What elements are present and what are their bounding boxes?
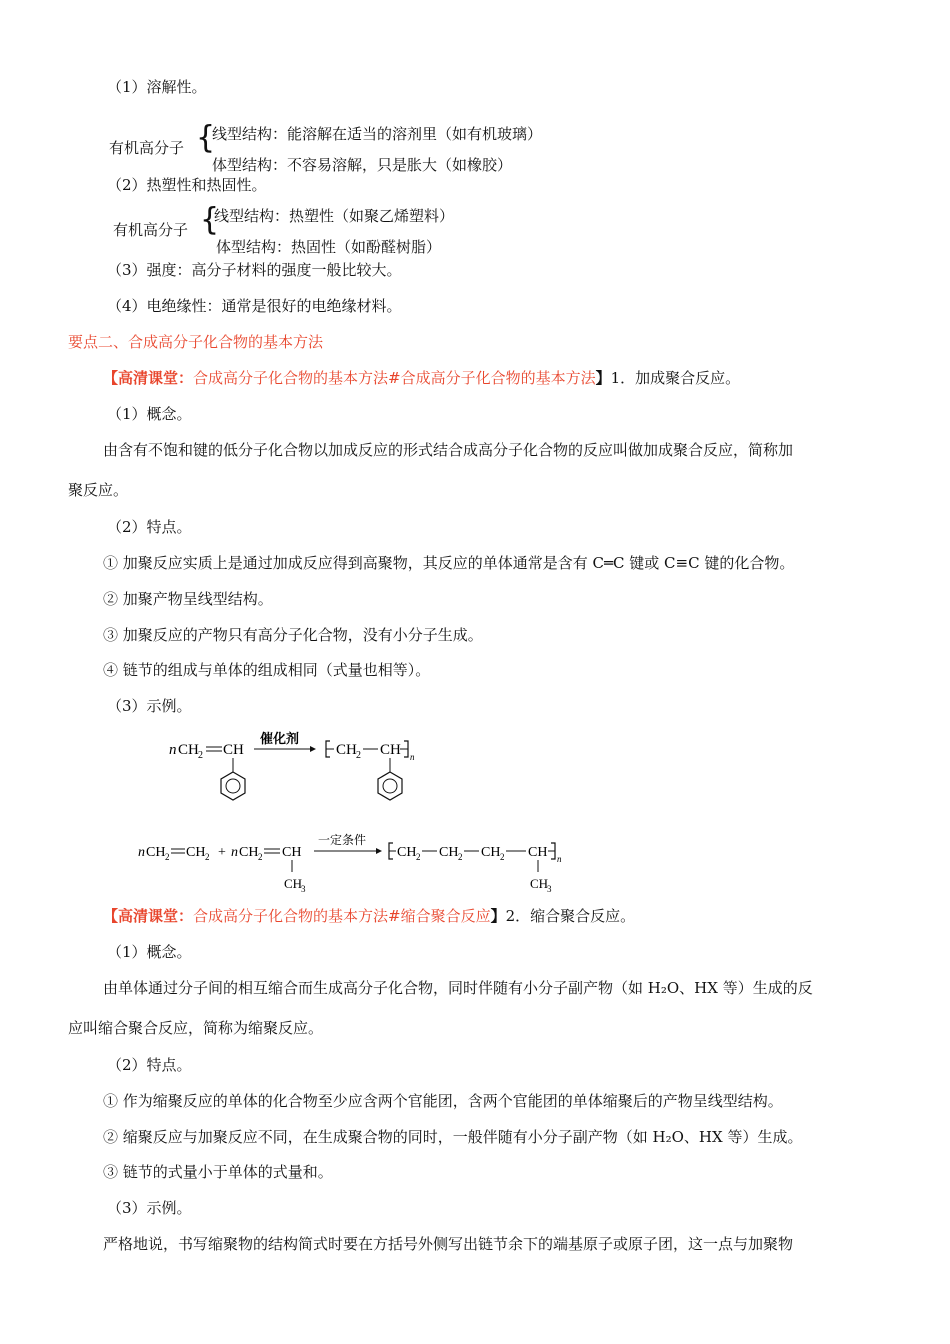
hd-label: 高清课堂： <box>118 369 194 387</box>
catalyst-label: 催化剂 <box>260 731 300 746</box>
chain-ch2: CH <box>397 845 417 860</box>
bracket-open: 【 <box>103 907 119 925</box>
feature-heading: （2）特点。 <box>107 518 192 536</box>
coef-n: n <box>169 742 177 758</box>
paragraph-line: 由含有不饱和键的低分子化合物以加成反应的形式结合成高分子化合物的反应叫做加成聚合反应，简称加 <box>103 441 794 459</box>
coef-n: n <box>231 845 238 860</box>
monomer-ch2: CH <box>178 742 199 758</box>
repeat-n: n <box>557 854 562 864</box>
poly-ch: CH <box>380 742 401 758</box>
brace-line: 线型结构：热塑性（如聚乙烯塑料） <box>214 207 455 225</box>
paragraph-line: 由单体通过分子间的相互缩合而生成高分子化合物，同时伴随有小分子副产物（如 H₂O、HX 等）生成的反 <box>103 979 813 997</box>
plus-sign: + <box>218 845 226 860</box>
hd-link[interactable]: 合成高分子化合物的基本方法#缩合聚合反应 <box>193 907 491 925</box>
paragraph-line: 应叫缩合聚合反应，简称为缩聚反应。 <box>68 1019 324 1037</box>
ethylene-ch2: CH <box>146 845 166 860</box>
brace-line: 体型结构：不容易溶解，只是胀大（如橡胶） <box>212 156 513 174</box>
feature-item: ② 加聚产物呈线型结构。 <box>103 590 273 608</box>
svg-text:2: 2 <box>165 852 170 862</box>
propylene-ch2: CH <box>239 845 259 860</box>
svg-text:2: 2 <box>458 852 463 862</box>
svg-text:2: 2 <box>258 852 263 862</box>
bracket-open: 【 <box>103 369 119 387</box>
chain-ch2: CH <box>439 845 459 860</box>
example-heading: （3）示例。 <box>107 1199 192 1217</box>
feature-item: ④ 链节的组成与单体的组成相同（式量也相等）。 <box>103 661 431 679</box>
left-brace-icon: { <box>200 201 220 238</box>
benzene-ring-icon <box>221 772 245 800</box>
feature-heading: （2）特点。 <box>107 1056 192 1074</box>
styrene-reaction-diagram <box>150 726 450 826</box>
feature-item: ③ 加聚反应的产物只有高分子化合物，没有小分子生成。 <box>103 626 483 644</box>
paragraph-line: 严格地说，书写缩聚物的结构简式时要在方括号外侧写出链节余下的端基原子或原子团，这一点与加聚物 <box>103 1235 794 1253</box>
subscript: 2 <box>198 750 203 761</box>
repeat-n: n <box>410 752 415 762</box>
monomer-ch: CH <box>223 742 244 758</box>
feature-item: ① 作为缩聚反应的单体的化合物至少应含两个官能团，含两个官能团的单体缩聚后的产物呈线型结构。 <box>103 1092 783 1110</box>
brace-line: 线型结构：能溶解在适当的溶剂里（如有机玻璃） <box>212 125 543 143</box>
hd-label: 高清课堂： <box>118 907 194 925</box>
methyl: CH <box>284 876 303 891</box>
chain-ch: CH <box>528 845 548 860</box>
svg-text:2: 2 <box>500 852 505 862</box>
brace-label: 有机高分子 <box>109 139 185 157</box>
example-heading: （3）示例。 <box>107 697 192 715</box>
bracket-close: 】 <box>595 369 611 387</box>
insulation-item: （4）电绝缘性：通常是很好的电绝缘材料。 <box>107 297 402 315</box>
condition-label: 一定条件 <box>318 833 367 847</box>
section-heading: 要点二、合成高分子化合物的基本方法 <box>68 333 324 351</box>
feature-item: ② 缩聚反应与加聚反应不同，在生成聚合物的同时，一般伴随有小分子副产物（如 H₂O、HX 等）生成。 <box>103 1128 803 1146</box>
feature-item: ③ 链节的式量小于单体的式量和。 <box>103 1163 333 1181</box>
concept-heading: （1）概念。 <box>107 405 192 423</box>
copolymer-reaction-diagram <box>130 826 580 896</box>
svg-text:2: 2 <box>416 852 421 862</box>
feature-item: ① 加聚反应实质上是通过加成反应得到高聚物，其反应的单体通常是含有 C═C 键或 C≡C 键的化合物。 <box>103 554 795 572</box>
bracket-close: 】 <box>490 907 506 925</box>
poly-ch2: CH <box>336 742 357 758</box>
paragraph-line: 聚反应。 <box>68 481 129 499</box>
svg-text:3: 3 <box>301 884 306 894</box>
strength-item: （3）强度：高分子材料的强度一般比较大。 <box>107 261 402 279</box>
svg-text:3: 3 <box>547 884 552 894</box>
coef-n: n <box>138 845 145 860</box>
chain-ch2: CH <box>481 845 501 860</box>
subheading: 1．加成聚合反应。 <box>610 369 741 387</box>
hd-class-line <box>103 906 635 926</box>
solubility-item: （1）溶解性。 <box>107 78 207 96</box>
methyl: CH <box>530 876 549 891</box>
propylene-ch: CH <box>282 845 302 860</box>
subheading: 2．缩合聚合反应。 <box>505 907 636 925</box>
brace-line: 体型结构：热固性（如酚醛树脂） <box>216 238 442 256</box>
brace-label: 有机高分子 <box>113 221 189 239</box>
thermo-item: （2）热塑性和热固性。 <box>107 176 267 194</box>
subscript: 2 <box>356 750 361 761</box>
concept-heading: （1）概念。 <box>107 943 192 961</box>
svg-text:2: 2 <box>205 852 210 862</box>
benzene-ring-icon <box>378 772 402 800</box>
hd-link[interactable]: 合成高分子化合物的基本方法#合成高分子化合物的基本方法 <box>193 369 596 387</box>
left-brace-icon: { <box>196 119 216 156</box>
hd-class-line <box>103 368 740 388</box>
ethylene-ch2: CH <box>186 845 206 860</box>
